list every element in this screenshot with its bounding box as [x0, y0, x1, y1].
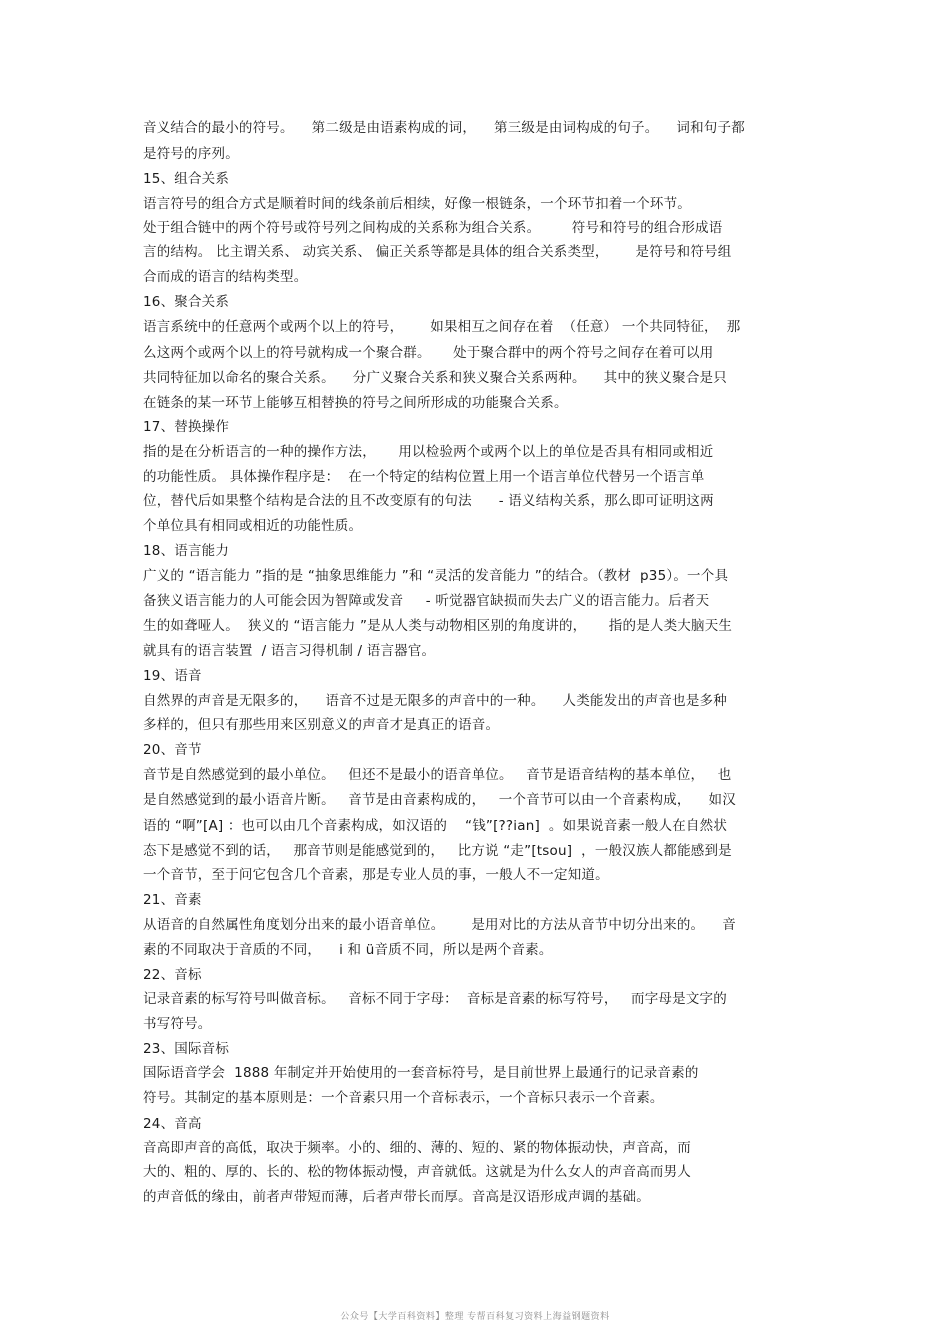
text-line: 21、音素 — [143, 892, 202, 908]
text-line: 自然界的声音是无限多的， 语音不过是无限多的声音中的一种。 人类能发出的声音也是多种 — [143, 693, 727, 709]
text-line: 16、聚合关系 — [143, 294, 230, 310]
text-line: 在链条的某一环节上能够互相替换的符号之间所形成的功能聚合关系。 — [143, 395, 568, 411]
text-line: 素的不同取决于音质的不同， i 和 ü音质不同，所以是两个音素。 — [143, 942, 553, 958]
text-line: 音节是自然感觉到的最小单位。 但还不是最小的语音单位。 音节是语音结构的基本单位， 也 — [143, 767, 732, 783]
text-line: 从语音的自然属性角度划分出来的最小语音单位。 是用对比的方法从音节中切分出来的。 音 — [143, 917, 736, 933]
text-line: 19、语音 — [143, 668, 202, 684]
text-line: 生的如聋哑人。 狭义的 “语言能力 ”是从人类与动物相区别的角度讲的， 指的是人类大脑天生 — [143, 618, 733, 634]
text-line: 23、国际音标 — [143, 1041, 230, 1057]
text-line: 22、音标 — [143, 967, 202, 983]
text-line: 指的是在分析语言的一种的操作方法， 用以检验两个或两个以上的单位是否具有相同或相近 — [143, 444, 714, 460]
text-line: 多样的，但只有那些用来区别意义的声音才是真正的语音。 — [143, 717, 500, 733]
text-line: 备狭义语言能力的人可能会因为智障或发音 - 听觉器官缺损而失去广义的语言能力。后者天 — [143, 593, 710, 609]
text-line: 是符号的序列。 — [143, 146, 239, 162]
text-line: 态下是感觉不到的话， 那音节则是能感觉到的， 比方说 “走”[tsou] ，一般汉族人都能感到是 — [143, 843, 732, 859]
text-line: 语的 “啊”[A] ：也可以由几个音素构成，如汉语的 “钱”[??ian] 。如果说音素一般人在自然状 — [143, 818, 728, 834]
text-line: 17、替换操作 — [143, 419, 230, 435]
text-line: 音高即声音的高低，取决于频率。小的、细的、薄的、短的、紧的物体振动快，声音高，而 — [143, 1140, 691, 1156]
text-line: 语言符号的组合方式是顺着时间的线条前后相续，好像一根链条，一个环节扣着一个环节。 — [143, 196, 691, 212]
text-line: 广义的 “语言能力 ”指的是 “抽象思维能力 ”和 “灵活的发音能力 ”的结合。（教材 p35）。一个具 — [143, 568, 729, 584]
text-line: 语言系统中的任意两个或两个以上的符号， 如果相互之间存在着 （任意） 一个共同特征， 那 — [143, 319, 741, 335]
text-line: 共同特征加以命名的聚合关系。 分广义聚合关系和狭义聚合关系两种。 其中的狭义聚合是只 — [143, 370, 727, 386]
text-line: 符号。其制定的基本原则是：一个音素只用一个音标表示，一个音标只表示一个音素。 — [143, 1090, 664, 1106]
text-line: 个单位具有相同或相近的功能性质。 — [143, 518, 363, 534]
text-line: 国际语音学会 1888 年制定并开始使用的一套音标符号，是目前世界上最通行的记录音素的 — [143, 1065, 699, 1081]
text-line: 音义结合的最小的符号。 第二级是由语素构成的词， 第三级是由词构成的句子。 词和句子都 — [143, 120, 745, 136]
text-line: 是自然感觉到的最小语音片断。 音节是由音素构成的， 一个音节可以由一个音素构成， 如汉 — [143, 792, 736, 808]
text-line: 言的结构。 比主谓关系、 动宾关系、 偏正关系等都是具体的组合关系类型， 是符号和符号组 — [143, 244, 732, 260]
text-line: 的功能性质。 具体操作程序是： 在一个特定的结构位置上用一个语言单位代替另一个语言单 — [143, 469, 705, 485]
text-line: 20、音节 — [143, 742, 202, 758]
text-line: 大的、粗的、厚的、长的、松的物体振动慢，声音就低。这就是为什么女人的声音高而男人 — [143, 1164, 691, 1180]
text-line: 24、音高 — [143, 1116, 202, 1132]
text-line: 一个音节，至于问它包含几个音素，那是专业人员的事，一般人不一定知道。 — [143, 867, 609, 883]
text-line: 的声音低的缘由，前者声带短而薄，后者声带长而厚。音高是汉语形成声调的基础。 — [143, 1189, 650, 1205]
text-line: 就具有的语言装置 / 语言习得机制 / 语言器官。 — [143, 643, 436, 659]
text-line: 记录音素的标写符号叫做音标。 音标不同于字母： 音标是音素的标写符号， 而字母是文字的 — [143, 991, 727, 1007]
text-line: 15、组合关系 — [143, 171, 230, 187]
text-line: 合而成的语言的结构类型。 — [143, 269, 308, 285]
text-line: 位，替代后如果整个结构是合法的且不改变原有的句法 - 语义结构关系，那么即可证明这两 — [143, 493, 714, 509]
text-line: 处于组合链中的两个符号或符号列之间构成的关系称为组合关系。 符号和符号的组合形成语 — [143, 220, 723, 236]
text-line: 18、语言能力 — [143, 543, 230, 559]
page-footer-watermark: 公众号【大学百科资料】整理 专帮百科复习资料上海益钢题资料 — [340, 1312, 610, 1322]
text-line: 书写符号。 — [143, 1016, 212, 1032]
text-line: 么这两个或两个以上的符号就构成一个聚合群。 处于聚合群中的两个符号之间存在着可以用 — [143, 345, 714, 361]
